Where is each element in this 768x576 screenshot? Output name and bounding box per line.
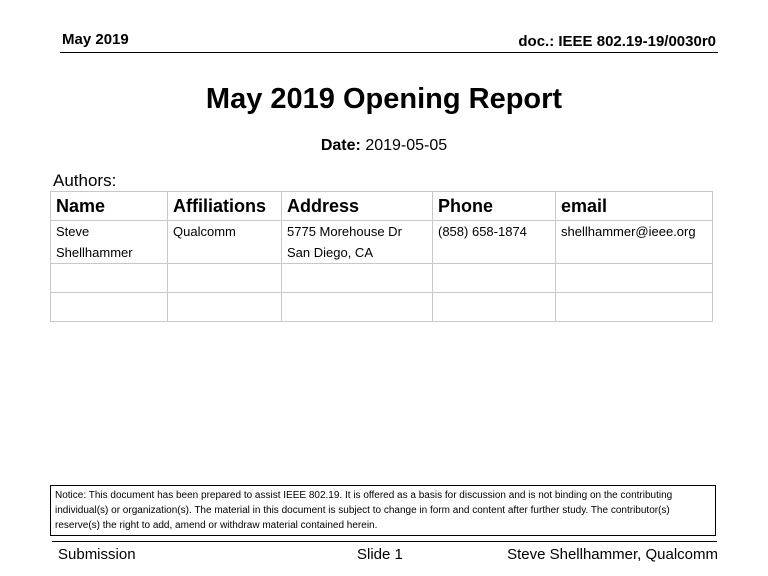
date-value: 2019-05-05 [365, 137, 448, 154]
column-header-address: Address [282, 192, 433, 221]
empty-cell [433, 293, 556, 322]
cell-email: shellhammer@ieee.org [556, 221, 713, 264]
address-line: San Diego, CA [287, 245, 373, 260]
address-line: 5775 Morehouse Dr [287, 224, 402, 239]
slide-title: May 2019 Opening Report [205, 83, 563, 115]
empty-cell [168, 293, 282, 322]
cell-phone: (858) 658-1874 [433, 221, 556, 264]
empty-cell [168, 264, 282, 293]
name-line: Steve [56, 224, 90, 239]
table-row [51, 221, 713, 264]
authors-table [50, 191, 713, 322]
table-header-row [51, 192, 713, 221]
empty-cell [51, 293, 168, 322]
empty-cell [556, 264, 713, 293]
header-divider [60, 52, 718, 53]
table-row [51, 293, 713, 322]
cell-name [51, 221, 168, 264]
date-label: Date: [320, 137, 361, 154]
empty-cell [433, 264, 556, 293]
column-header-email: email [556, 192, 713, 221]
date-line [0, 137, 768, 155]
footer-slide-number: Slide 1 [357, 546, 403, 563]
empty-cell [556, 293, 713, 322]
column-header-affiliations: Affiliations [168, 192, 282, 221]
header-doc-id: doc.: IEEE 802.19-19/0030r0 [518, 33, 716, 50]
empty-cell [282, 264, 433, 293]
authors-label: Authors: [53, 171, 117, 190]
name-line: Shellhammer [56, 245, 133, 260]
empty-cell [282, 293, 433, 322]
empty-cell [51, 264, 168, 293]
table-row [51, 264, 713, 293]
cell-address [282, 221, 433, 264]
column-header-name: Name [51, 192, 168, 221]
column-header-phone: Phone [433, 192, 556, 221]
footer-author: Steve Shellhammer, Qualcomm [507, 546, 718, 563]
header-date: May 2019 [62, 31, 129, 48]
cell-affiliation: Qualcomm [168, 221, 282, 264]
ieee-notice: Notice: This document has been prepared to assist IEEE 802.19. It is offered as a basis for discussion and is not binding on the contributing individual(s) or organization(s). The material in this document is subject to change in form and content after further study. The contributor(s) reserve(s) the right to add, amend or withdraw material contained herein. [50, 485, 716, 536]
footer-submission: Submission [58, 546, 136, 563]
footer-divider [52, 541, 717, 542]
